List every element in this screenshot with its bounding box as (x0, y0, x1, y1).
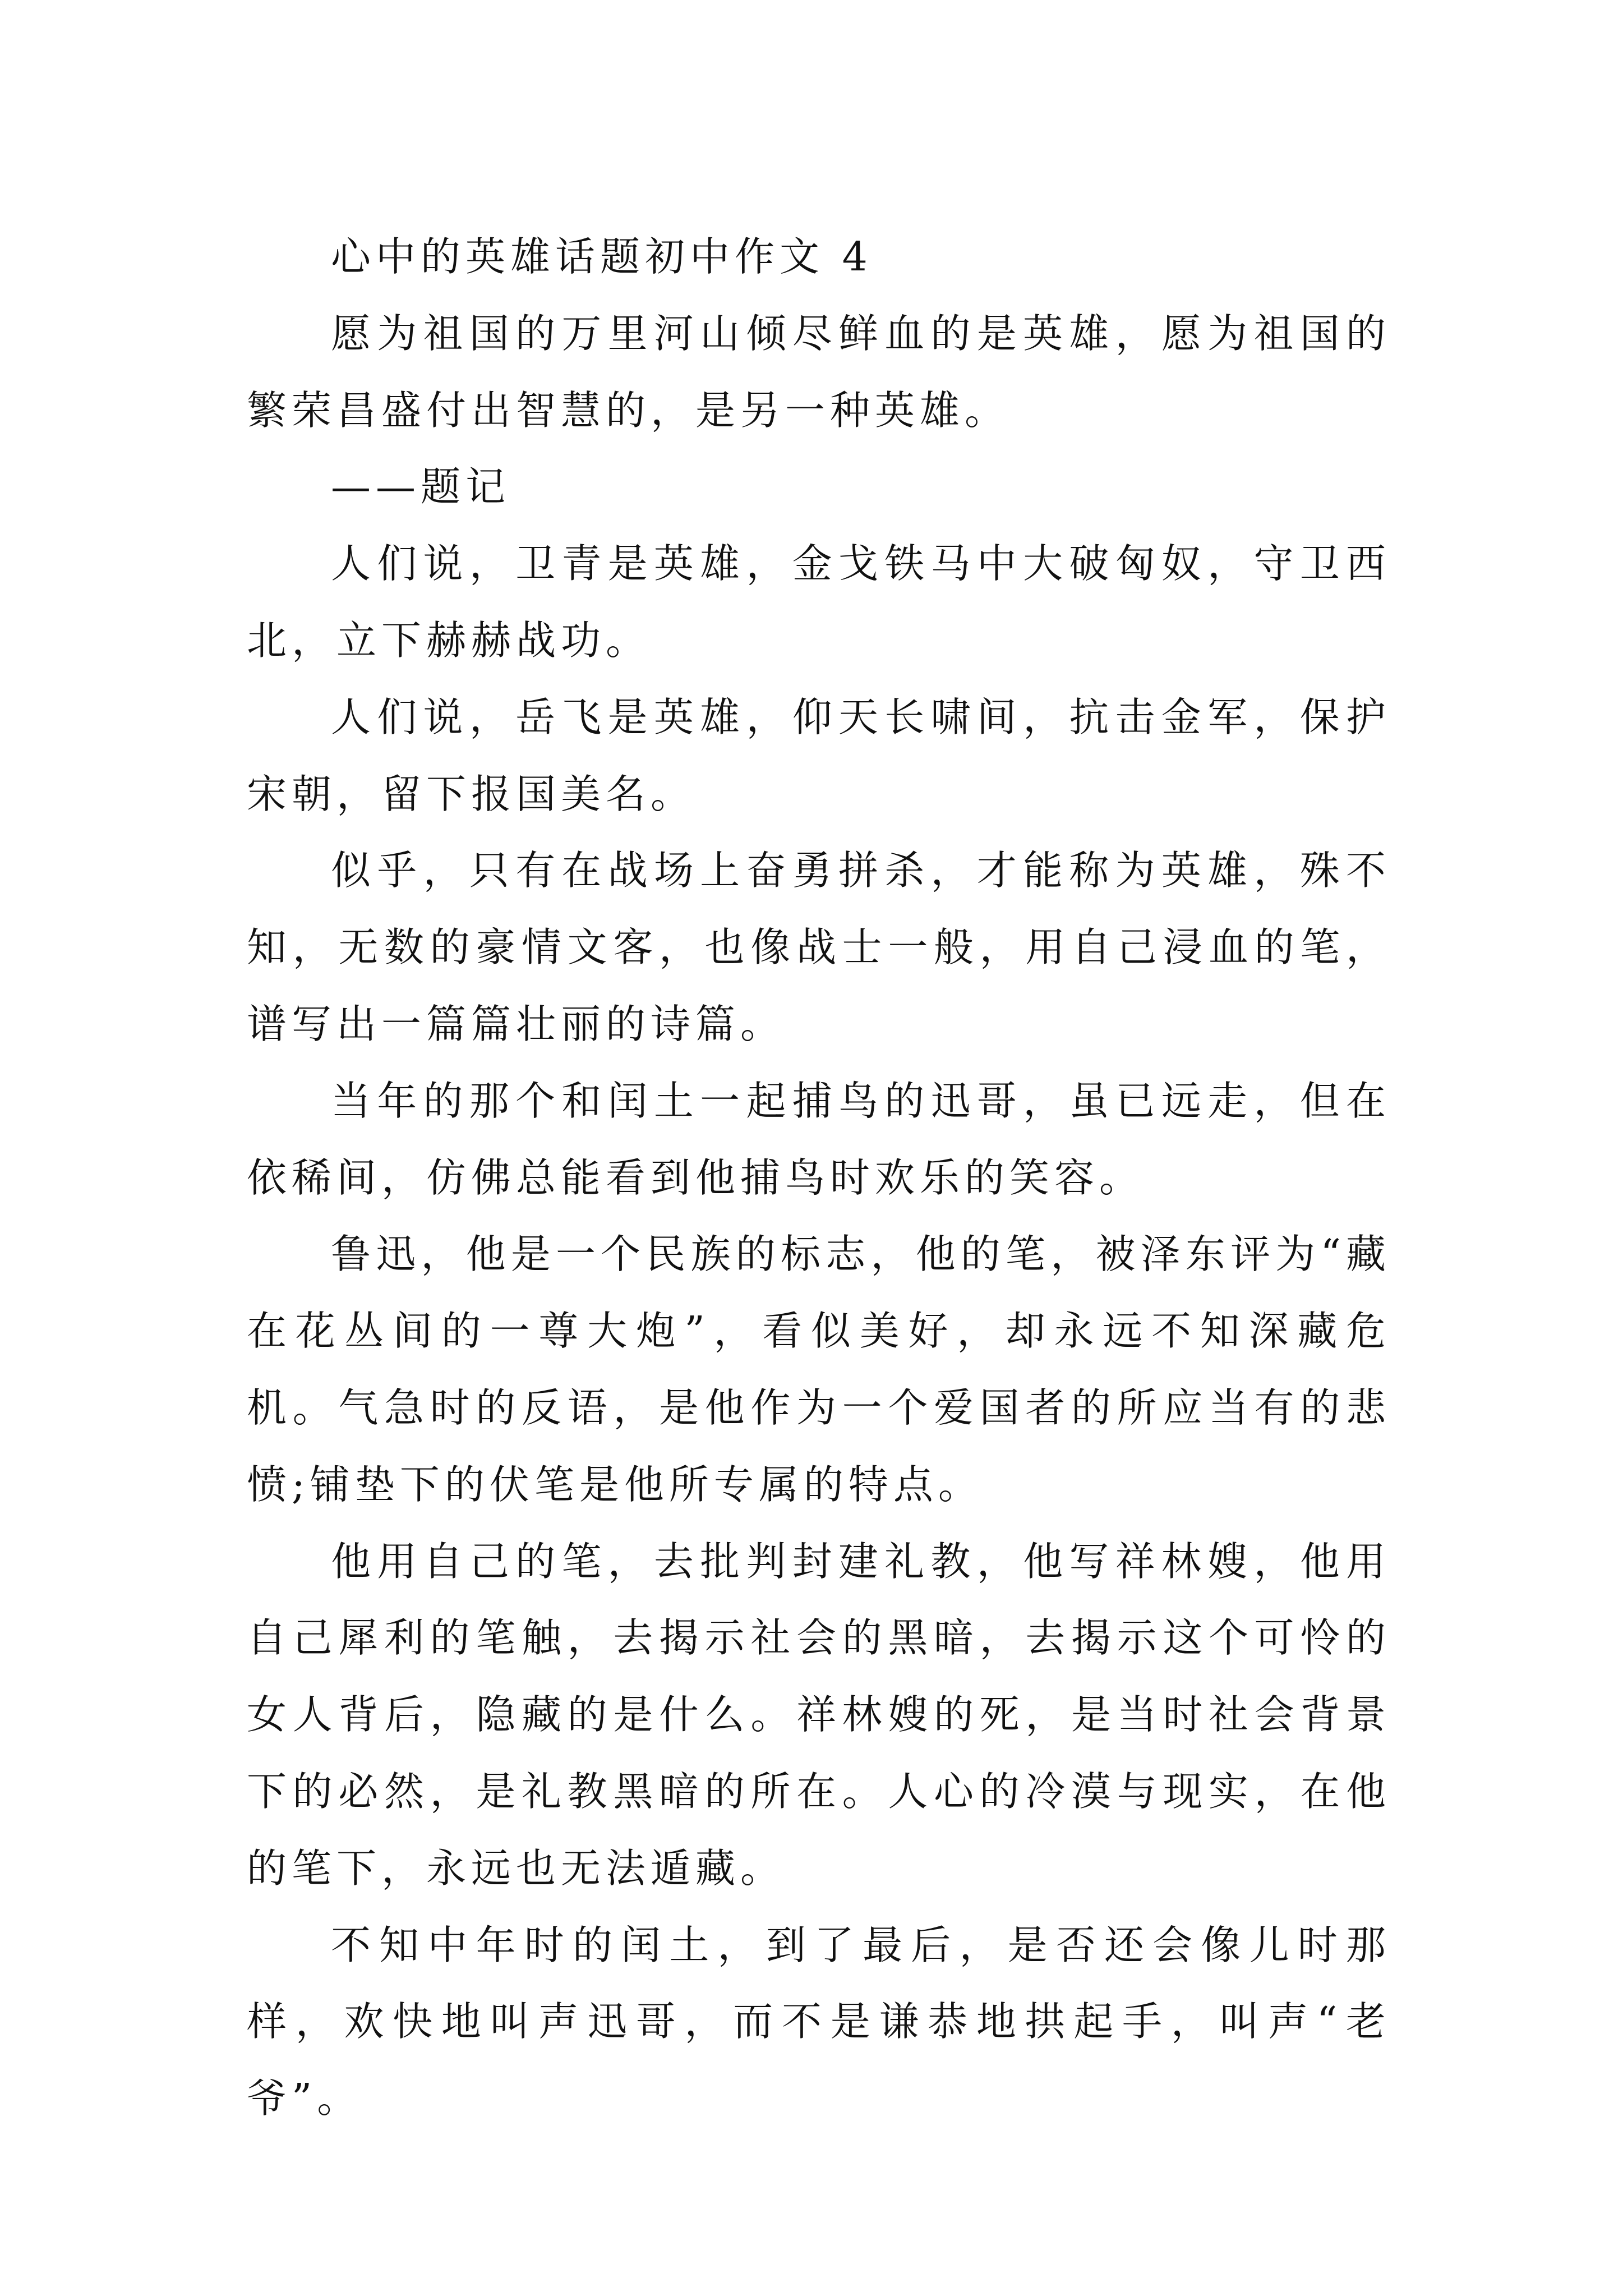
document-title: 心中的英雄话题初中作文 4 (331, 233, 873, 280)
paragraph-xunge: 当年的那个和闰土一起捕鸟的迅哥，虽已远走，但在依稀间，仿佛总能看到他捕鸟时欢乐的笑容。 (247, 1077, 1391, 1201)
paragraph-luxun: 鲁迅，他是一个民族的标志，他的笔，被泽东评为“藏在花丛间的一尊大炮”，看似美好，却永远不知深藏危机。气急时的反语，是他作为一个爱国者的所应当有的悲愤;铺垫下的伏笔是他所专属的特点。 (247, 1231, 1391, 1508)
document-page (247, 219, 1391, 2137)
paragraph-runtu: 不知中年时的闰土，到了最后，是否还会像儿时那样，欢快地叫声迅哥，而不是谦恭地拱起手，叫声“老爷”。 (247, 1921, 1391, 2122)
paragraph-xianglinsao: 他用自己的笔，去批判封建礼教，他写祥林嫂，他用自己犀利的笔触，去揭示社会的黑暗，去揭示这个可怜的女人背后，隐藏的是什么。祥林嫂的死，是当时社会背景下的必然，是礼教黑暗的所在。人心的冷漠与现实，在他的笔下，永远也无法遁藏。 (247, 1538, 1391, 1892)
paragraph-writers: 似乎，只有在战场上奋勇拼杀，才能称为英雄，殊不知，无数的豪情文客，也像战士一般，用自己浸血的笔，谱写出一篇篇壮丽的诗篇。 (247, 847, 1391, 1047)
paragraph-weiqing: 人们说，卫青是英雄，金戈铁马中大破匈奴，守卫西北，立下赫赫战功。 (247, 540, 1391, 664)
paragraph-epigraph-attribution: ——题记 (331, 463, 511, 510)
paragraph-yuefei: 人们说，岳飞是英雄，仰天长啸间，抗击金军，保护宋朝，留下报国美名。 (247, 693, 1391, 817)
paragraph-epigraph: 愿为祖国的万里河山倾尽鲜血的是英雄，愿为祖国的繁荣昌盛付出智慧的，是另一种英雄。 (247, 310, 1391, 434)
